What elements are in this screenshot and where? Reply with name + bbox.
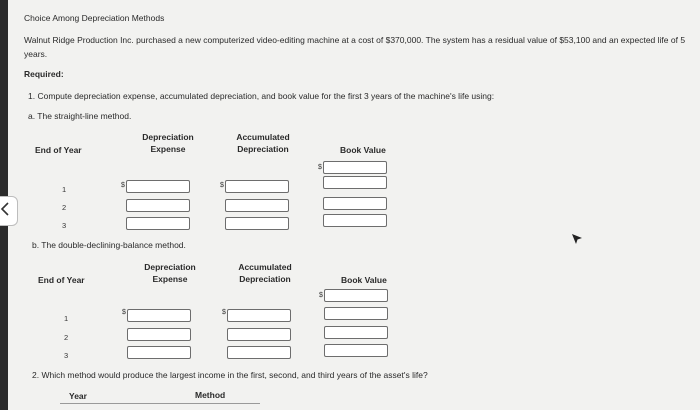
problem-intro: Walnut Ridge Production Inc. purchased a new computerized video-editing machine at a cost of $370,000. The system has a residual value of $53,100 and an expected life of 5 years.	[24, 35, 686, 59]
sl-acc-dep-y3-input[interactable]	[225, 217, 289, 230]
sl-dep-expense-y3-input[interactable]	[126, 217, 190, 230]
sl-dep-expense-y2-input[interactable]	[126, 199, 190, 212]
sl-book-value-y3-input[interactable]	[323, 214, 387, 227]
sl-acc-dep-y1-input[interactable]	[225, 180, 289, 193]
ddb-acc-dep-y1-input[interactable]	[227, 309, 291, 322]
ddb-acc-dep-y3-input[interactable]	[227, 346, 291, 359]
currency-sign: $	[122, 309, 126, 316]
back-button[interactable]	[0, 196, 18, 226]
required-label: Required:	[24, 69, 64, 79]
book-value-initial-input[interactable]	[323, 161, 387, 174]
ddb-book-value-y3-input[interactable]	[324, 344, 388, 357]
year-label: 3	[64, 351, 69, 360]
sl-book-value-y1-input[interactable]	[323, 176, 387, 189]
ddb-dep-expense-y3-input[interactable]	[127, 346, 191, 359]
year-label: 1	[64, 314, 69, 323]
sl-book-value-y2-input[interactable]	[323, 197, 387, 210]
divider	[60, 403, 260, 404]
table-a-col-book: Book Value	[340, 145, 386, 155]
ddb-book-value-y2-input[interactable]	[324, 326, 388, 339]
table-b-col-dep: Depreciation Expense	[144, 262, 196, 284]
ddb-book-value-initial-input[interactable]	[324, 289, 388, 302]
question-2: 2. Which method would produce the largest income in the first, second, and third years of the asset's life?	[32, 370, 428, 380]
table-b-col-acc: Accumulated Depreciation	[238, 262, 292, 284]
ddb-dep-expense-y2-input[interactable]	[127, 328, 191, 341]
currency-sign: $	[222, 309, 226, 316]
table-a-col-year: End of Year	[35, 145, 82, 155]
table-b-col-book: Book Value	[341, 275, 387, 285]
sl-acc-dep-y2-input[interactable]	[225, 199, 289, 212]
question-1: 1. Compute depreciation expense, accumulated depreciation, and book value for the first 3 years of the machine's life using:	[28, 91, 495, 101]
year-label: 1	[62, 185, 67, 194]
problem-title: Choice Among Depreciation Methods	[24, 13, 165, 23]
chevron-left-icon	[0, 202, 10, 221]
ddb-book-value-y1-input[interactable]	[324, 307, 388, 320]
year-label: 2	[64, 333, 69, 342]
part-b-label: b. The double-declining-balance method.	[32, 240, 186, 250]
currency-sign: $	[319, 292, 323, 299]
sl-dep-expense-y1-input[interactable]	[126, 180, 190, 193]
table-a-col-dep: Depreciation Expense	[142, 132, 194, 154]
part-a-label: a. The straight-line method.	[28, 111, 132, 121]
table-a-col-acc: Accumulated Depreciation	[236, 132, 290, 154]
q2-col-year: Year	[69, 391, 87, 401]
q2-col-method: Method	[195, 390, 226, 400]
table-b-col-year: End of Year	[38, 275, 85, 285]
ddb-dep-expense-y1-input[interactable]	[127, 309, 191, 322]
year-label: 2	[62, 203, 67, 212]
currency-sign: $	[121, 182, 125, 189]
currency-sign: $	[220, 182, 224, 189]
mouse-pointer-icon	[571, 232, 583, 250]
currency-sign: $	[318, 164, 322, 171]
year-label: 3	[62, 221, 67, 230]
ddb-acc-dep-y2-input[interactable]	[227, 328, 291, 341]
